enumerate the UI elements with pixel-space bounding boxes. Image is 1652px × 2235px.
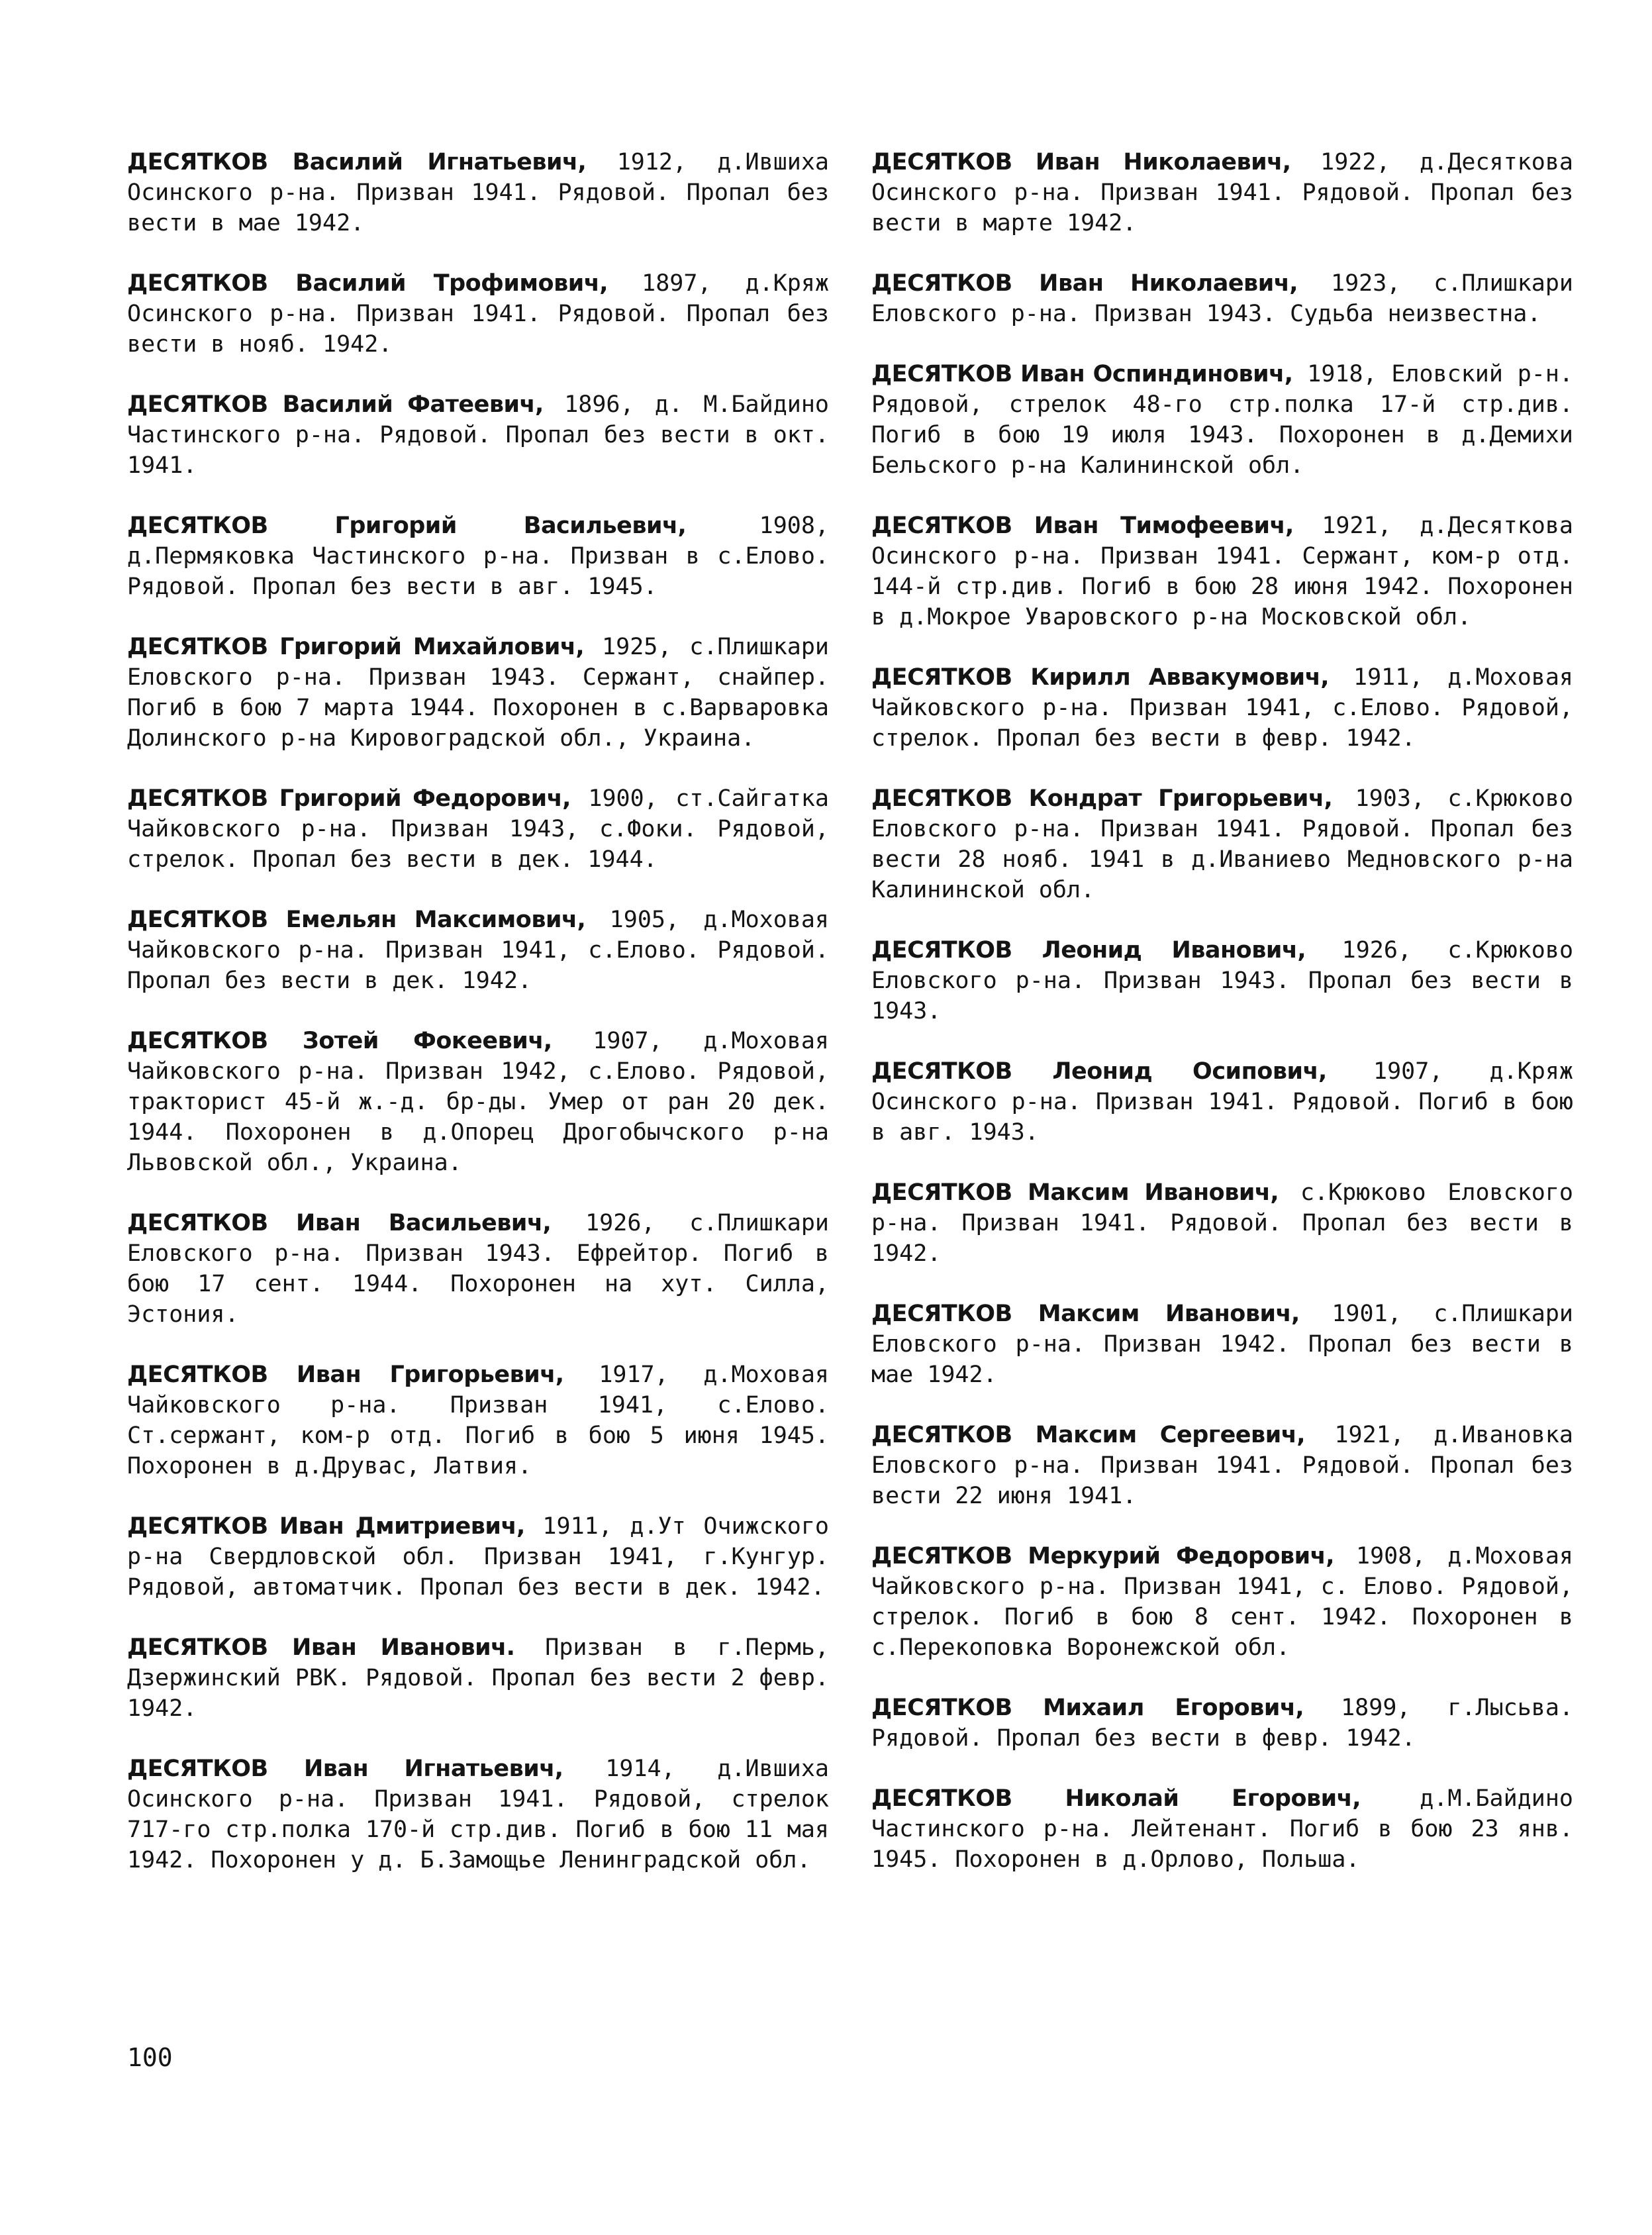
entry-text: 1901, с.Плишкари Еловского р-на. Призван 1942. Пропал без вести в мае 1942. bbox=[871, 1301, 1573, 1388]
entry bbox=[127, 632, 829, 754]
entry-name: ДЕСЯТКОВ Иван Николаевич, bbox=[871, 270, 1298, 297]
entry-text: Призван в г.Пермь, Дзержинский РВК. Рядовой. Пропал без вести 2 февр. 1942. bbox=[127, 1634, 829, 1722]
entry bbox=[127, 1511, 829, 1603]
entry-name: ДЕСЯТКОВ Леонид Осипович, bbox=[871, 1058, 1327, 1085]
entry bbox=[871, 1177, 1573, 1269]
entry bbox=[127, 905, 829, 996]
entry-name: ДЕСЯТКОВ Григорий Михайлович, bbox=[127, 634, 585, 660]
entry bbox=[871, 1783, 1573, 1875]
entry bbox=[871, 783, 1573, 905]
entry-name: ДЕСЯТКОВ Иван Дмитриевич, bbox=[127, 1513, 525, 1540]
entry bbox=[871, 511, 1573, 632]
entry bbox=[127, 511, 829, 602]
entry bbox=[871, 1420, 1573, 1511]
entry bbox=[127, 1208, 829, 1330]
entry-name: ДЕСЯТКОВ Кондрат Григорьевич, bbox=[871, 785, 1333, 812]
entry-name: ДЕСЯТКОВ Николай Егорович, bbox=[871, 1785, 1361, 1812]
entry-name: ДЕСЯТКОВ Кирилл Аввакумович, bbox=[871, 664, 1330, 691]
entry-text: 1921, д.Ивановка Еловского р-на. Призван 1941. Рядовой. Пропал без вести 22 июня 1941. bbox=[871, 1422, 1573, 1509]
entry-text: 1914, д.Ившиха Осинского р-на. Призван 1941. Рядовой, стрелок 717-го стр.полка 170-й стр.див. Погиб в бою 11 мая 1942. Похоронен у д. Б.Замощье Ленинградской обл. bbox=[127, 1756, 829, 1873]
entry bbox=[127, 268, 829, 360]
entry-text: 1897, д.Кряж Осинского р-на. Призван 1941. Рядовой. Пропал без вести в нояб. 1942. bbox=[127, 270, 829, 358]
entry bbox=[127, 389, 829, 481]
entry-text: 1926, с.Плишкари Еловского р-на. Призван 1943. Ефрейтор. Погиб в бою 17 сент. 1944. Похоронен на хут. Силла, Эстония. bbox=[127, 1210, 829, 1328]
entry-text: д.М.Байдино Частинского р-на. Лейтенант. Погиб в бою 23 янв. 1945. Похоронен в д.Орлово, Польша. bbox=[871, 1785, 1573, 1873]
entry-text: 1908, д.Моховая Чайковского р-на. Призван 1941, с. Елово. Рядовой, стрелок. Погиб в бою 8 сент. 1942. Похоронен в с.Перекоповка Воронежской обл. bbox=[871, 1543, 1573, 1661]
entry-text: 1907, д.Кряж Осинского р-на. Призван 1941. Рядовой. Погиб в бою в авг. 1943. bbox=[871, 1058, 1573, 1146]
entry-text: 1900, ст.Сайгатка Чайковского р-на. Призван 1943, с.Фоки. Рядовой, стрелок. Пропал без вести в дек. 1944. bbox=[127, 785, 829, 873]
left-column bbox=[127, 147, 829, 1905]
entry-name: ДЕСЯТКОВ Иван Григорьевич, bbox=[127, 1362, 564, 1388]
entry-text: 1899, г.Лысьва. Рядовой. Пропал без вести в февр. 1942. bbox=[871, 1695, 1574, 1752]
entry-name: ДЕСЯТКОВ Меркурий Федорович, bbox=[871, 1543, 1334, 1569]
entry bbox=[871, 268, 1573, 329]
entry-text: 1923, с.Плишкари Еловского р-на. Призван 1943. Судьба неизвестна. bbox=[871, 270, 1573, 327]
entry-name: ДЕСЯТКОВ Григорий Васильевич, bbox=[127, 513, 687, 539]
entry-name: ДЕСЯТКОВ Василий Трофимович, bbox=[127, 270, 608, 297]
entry-text: 1911, д.Ут Очижского р-на Свердловской обл. Призван 1941, г.Кунгур. Рядовой, автоматчик. Пропал без вести в дек. 1942. bbox=[127, 1513, 829, 1601]
entry-name: ДЕСЯТКОВ Емельян Максимович, bbox=[127, 907, 586, 933]
entry-name: ДЕСЯТКОВ Максим Сергеевич, bbox=[871, 1422, 1306, 1448]
entry bbox=[127, 1360, 829, 1481]
entry bbox=[127, 147, 829, 238]
entry-name: ДЕСЯТКОВ Зотей Фокеевич, bbox=[127, 1028, 552, 1054]
entry-text: 1912, д.Ившиха Осинского р-на. Призван 1941. Рядовой. Пропал без вести в мае 1942. bbox=[127, 149, 829, 236]
entry bbox=[127, 1026, 829, 1178]
entry-name: ДЕСЯТКОВ Иван Васильевич, bbox=[127, 1210, 552, 1236]
entry-name: ДЕСЯТКОВ Михаил Егорович, bbox=[871, 1695, 1304, 1721]
entry-text: 1918, Еловский р-н. Рядовой, стрелок 48-го стр.полка 17-й стр.див. Погиб в бою 19 июля 1943. Похоронен в д.Демихи Бельского р-на Калининской обл. bbox=[871, 361, 1573, 479]
entry bbox=[871, 662, 1573, 754]
entry-text: 1922, д.Десяткова Осинского р-на. Призван 1941. Рядовой. Пропал без вести в марте 1942. bbox=[871, 149, 1573, 236]
entry bbox=[871, 935, 1573, 1026]
entry-name: ДЕСЯТКОВ Иван Игнатьевич, bbox=[127, 1756, 563, 1782]
entry bbox=[871, 1056, 1573, 1148]
entry-name: ДЕСЯТКОВ Василий Игнатьевич, bbox=[127, 149, 587, 175]
entry-name: ДЕСЯТКОВ Иван Тимофеевич, bbox=[871, 513, 1294, 539]
entry bbox=[871, 1693, 1573, 1754]
entry-text: 1917, д.Моховая Чайковского р-на. Призван 1941, с.Елово. Ст.сержант, ком-р отд. Погиб в бою 5 июня 1945. Похоронен в д.Друвас, Латвия. bbox=[127, 1362, 830, 1479]
entry-name: ДЕСЯТКОВ Василий Фатеевич, bbox=[127, 391, 544, 418]
entry-text: 1905, д.Моховая Чайковского р-на. Призван 1941, с.Елово. Рядовой. Пропал без вести в дек. 1942. bbox=[127, 907, 830, 994]
entry-name: ДЕСЯТКОВ Иван Оспиндинович, bbox=[871, 361, 1293, 387]
entry bbox=[127, 1632, 829, 1724]
entry-name: ДЕСЯТКОВ Леонид Иванович, bbox=[871, 937, 1306, 964]
entry-name: ДЕСЯТКОВ Иван Николаевич, bbox=[871, 149, 1291, 175]
entry-text: 1911, д.Моховая Чайковского р-на. Призван 1941, с.Елово. Рядовой, стрелок. Пропал без вести в февр. 1942. bbox=[871, 664, 1574, 752]
entry-text: 1907, д.Моховая Чайковского р-на. Призван 1942, с.Елово. Рядовой, тракторист 45-й ж.-д. бр-ды. Умер от ран 20 дек. 1944. Похоронен в д.Опорец Дрогобычского р-на Львовской обл., Украина. bbox=[127, 1028, 829, 1176]
entry-text: 1903, с.Крюково Еловского р-на. Призван 1941. Рядовой. Пропал без вести 28 нояб. 1941 в д.Иваниево Медновского р-на Калининской обл. bbox=[871, 785, 1573, 903]
entry-text: с.Крюково Еловского р-на. Призван 1941. Рядовой. Пропал без вести в 1942. bbox=[871, 1179, 1573, 1267]
entry bbox=[871, 1541, 1573, 1663]
entry bbox=[871, 147, 1573, 238]
entry-name: ДЕСЯТКОВ Максим Иванович, bbox=[871, 1301, 1300, 1327]
entry-text: 1896, д. М.Байдино Частинского р-на. Рядовой. Пропал без вести в окт. 1941. bbox=[127, 391, 829, 479]
entry bbox=[127, 1754, 829, 1875]
entry-text: 1926, с.Крюково Еловского р-на. Призван 1943. Пропал без вести в 1943. bbox=[871, 937, 1574, 1024]
entry-text: 1925, с.Плишкари Еловского р-на. Призван 1943. Сержант, снайпер. Погиб в бою 7 марта 1944. Похоронен в с.Варваровка Долинского р-на Кировоградской обл., Украина. bbox=[127, 634, 829, 752]
entry-text: 1921, д.Десяткова Осинского р-на. Призван 1941. Сержант, ком-р отд. 144-й стр.див. Погиб в бою 28 июня 1942. Похоронен в д.Мокрое Уваровского р-на Московской обл. bbox=[871, 513, 1573, 630]
entry bbox=[871, 359, 1573, 481]
entry-name: ДЕСЯТКОВ Максим Иванович, bbox=[871, 1179, 1279, 1206]
entry bbox=[871, 1299, 1573, 1390]
page-number: 100 bbox=[127, 2043, 173, 2072]
right-column bbox=[871, 147, 1573, 1905]
entry-name: ДЕСЯТКОВ Иван Иванович. bbox=[127, 1634, 515, 1661]
entry-text: 1908, д.Пермяковка Частинского р-на. Призван в с.Елово. Рядовой. Пропал без вести в авг. 1945. bbox=[127, 513, 829, 600]
entry-name: ДЕСЯТКОВ Григорий Федорович, bbox=[127, 785, 571, 812]
entry bbox=[127, 783, 829, 875]
